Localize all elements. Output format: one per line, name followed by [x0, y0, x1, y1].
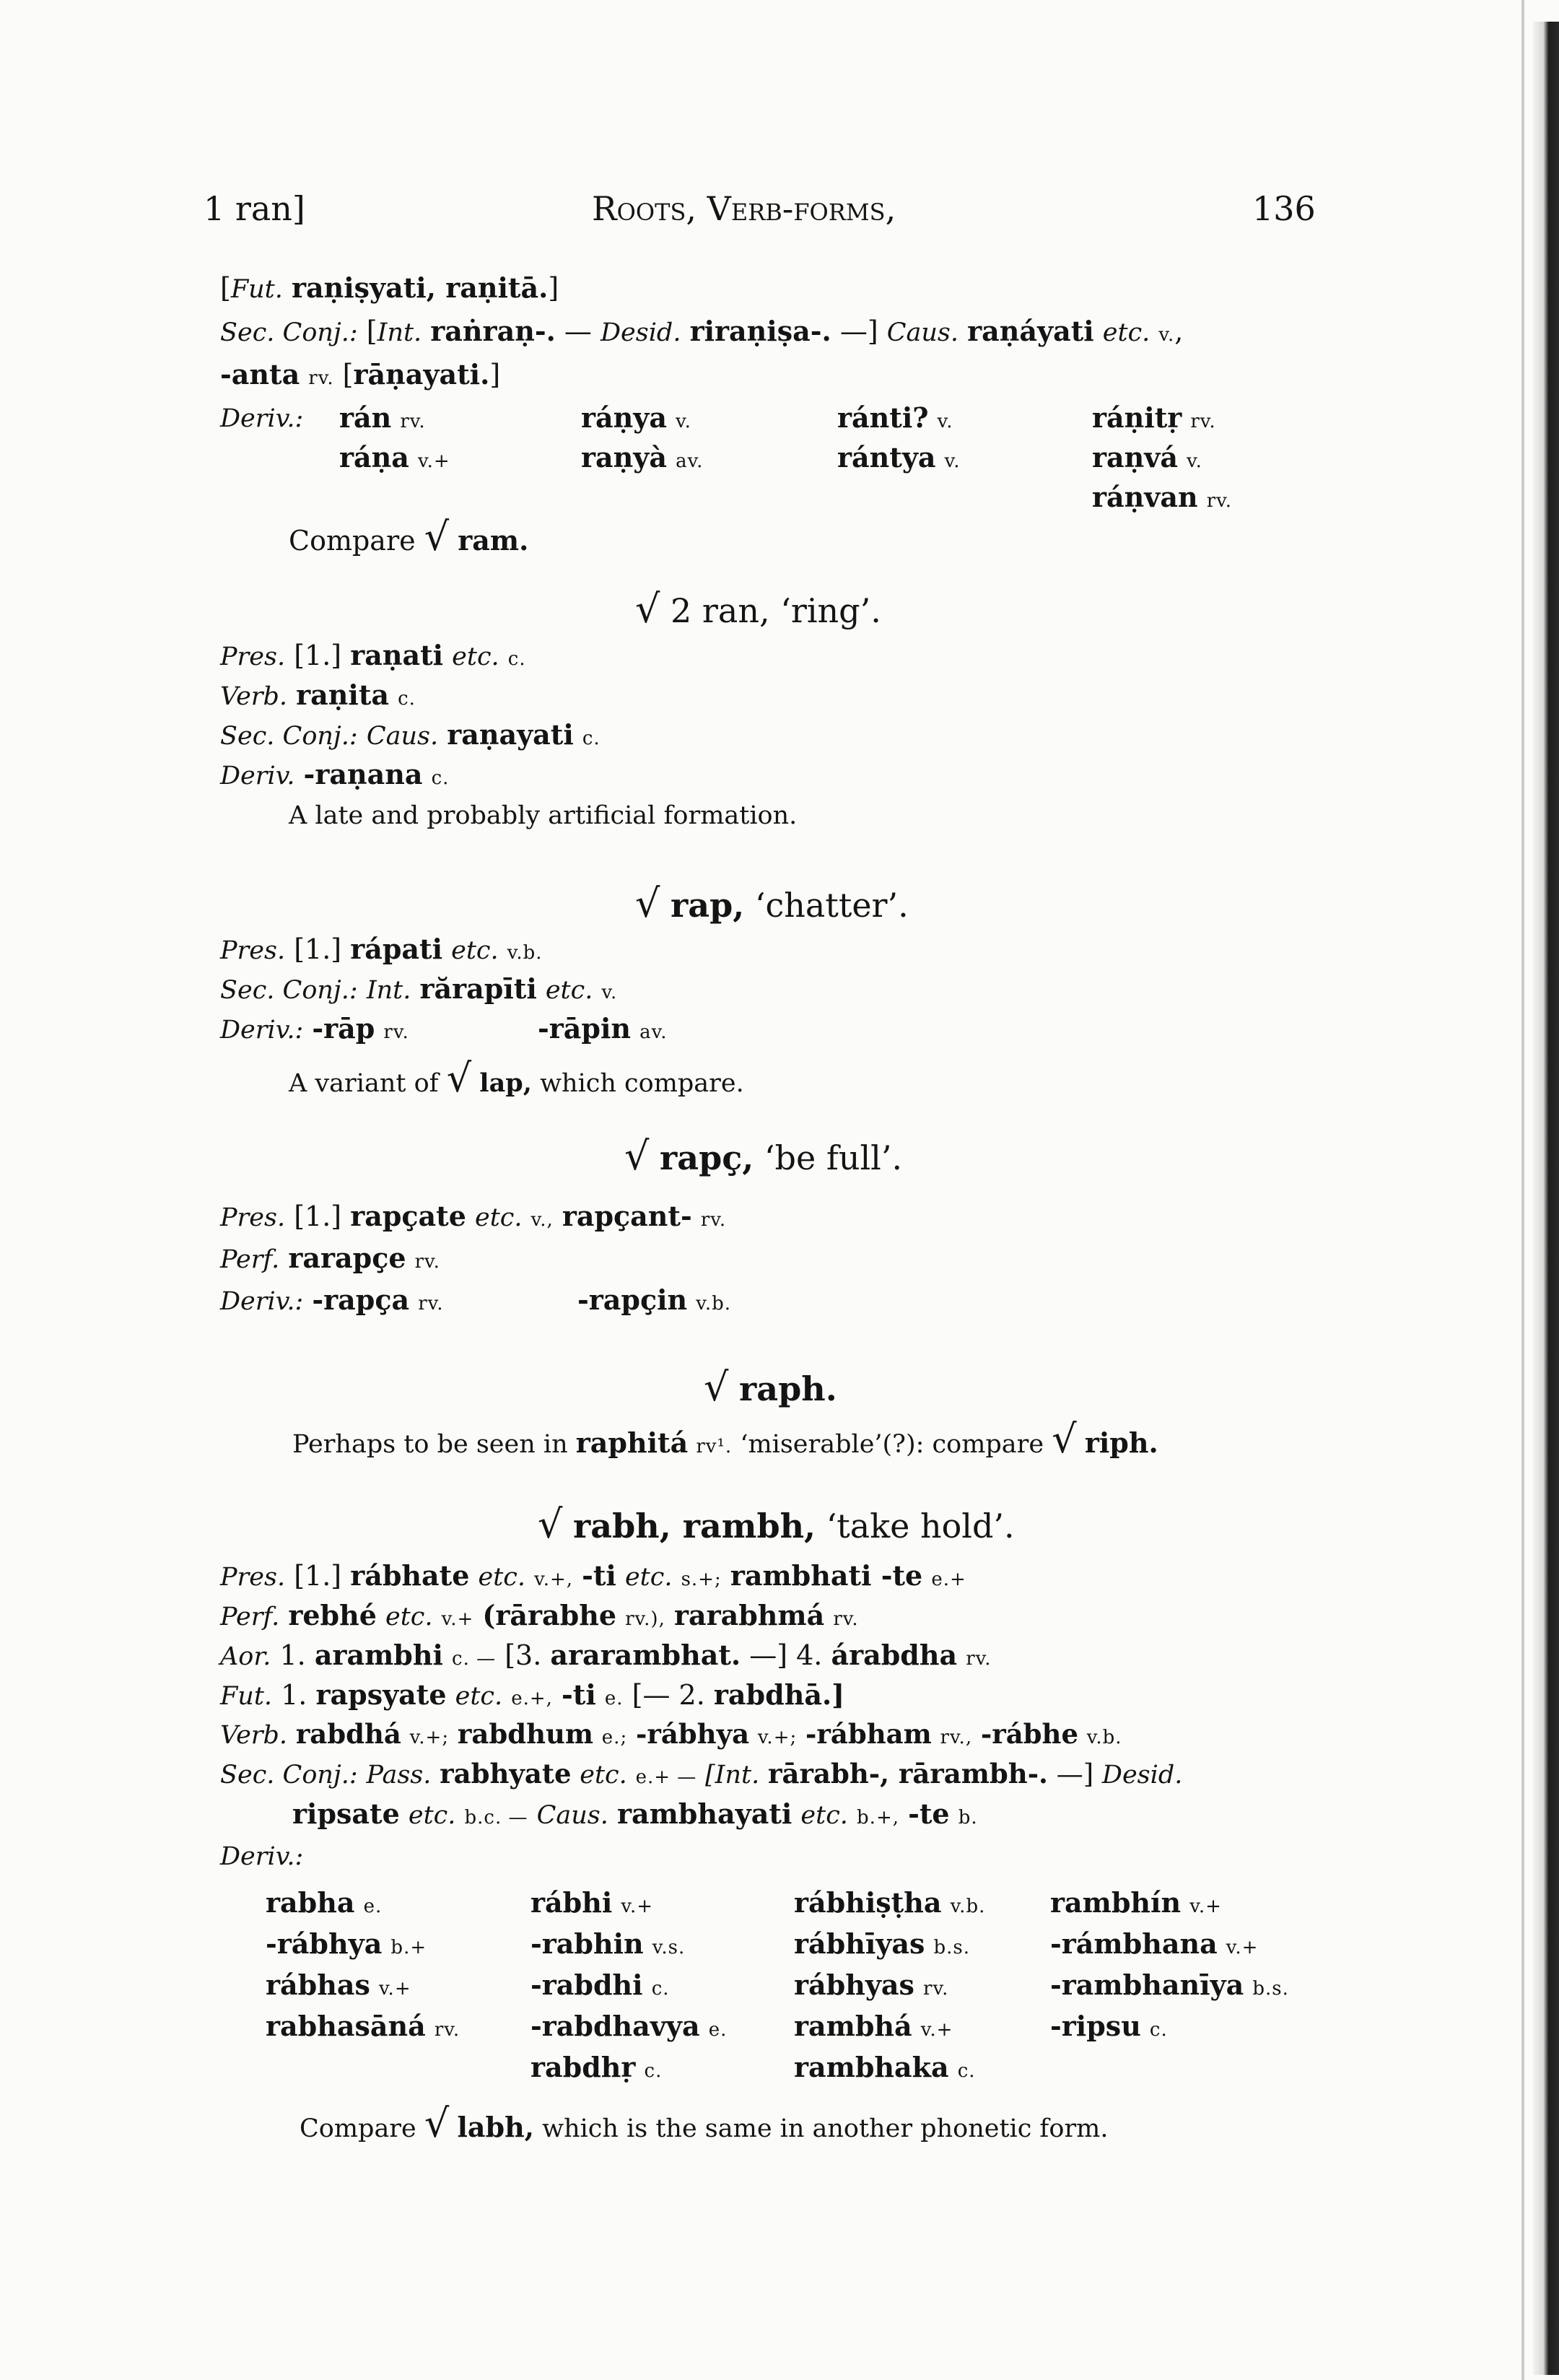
deriv-form: raṇyà: [581, 441, 667, 474]
book-spine-edge: [1533, 22, 1559, 2375]
deriv-source: v.+: [621, 1896, 654, 1917]
deriv-form: rambhá: [794, 2010, 912, 2042]
rapc-deriv: Deriv.: -rapça rv.: [220, 1283, 444, 1316]
rapc-perf: Perf. rarapçe rv.: [220, 1242, 440, 1274]
deriv-form: -rambhanīya: [1050, 1969, 1244, 2001]
deriv-source: rv.: [923, 1978, 949, 2000]
deriv-form: rábhīyas: [794, 1927, 925, 1960]
deriv-item: [1092, 401, 1216, 434]
deriv-source: v.: [1187, 450, 1202, 472]
rap-deriv: Deriv.: -rāp rv.: [220, 1012, 409, 1045]
deriv-item: [581, 401, 691, 434]
header-center: Roots, Verb-forms,: [592, 189, 896, 228]
deriv-form: rábhi: [530, 1886, 613, 1919]
deriv-source: v.+: [378, 1978, 411, 2000]
rap-sec: Sec. Conj.: Int. rărapīti etc. v.: [220, 972, 618, 1005]
deriv-form: rabhasāná: [266, 2010, 426, 2042]
deriv-item: [266, 1886, 382, 1919]
deriv-item: [1050, 1927, 1258, 1960]
deriv-source: b.s.: [933, 1937, 970, 1958]
rabh-perf: Perf. rebhé etc. v.+ (rārabhe rv.), rarabhmá rv.: [220, 1599, 859, 1631]
fut-line: [Fut. raṇiṣyati, raṇitā.]: [220, 271, 559, 304]
deriv-form: rabdhṛ: [530, 2051, 636, 2083]
deriv-item: [1050, 1886, 1222, 1919]
rap-deriv-2: -rāpin av.: [538, 1012, 668, 1045]
deriv-item: [530, 1886, 653, 1919]
root-head-ran2: √ 2 ran, ‘ring’.: [635, 586, 881, 632]
rabh-fut: Fut. 1. rapsyate etc. e.+, -ti e. [— 2. rabdhā.]: [220, 1678, 845, 1711]
deriv-source: v.+: [1189, 1896, 1222, 1917]
deriv-form: -rabdhavya: [530, 2010, 700, 2042]
deriv-form: rambhaka: [794, 2051, 949, 2083]
deriv-item: [794, 2051, 976, 2083]
ran2-note: A late and probably artificial formation.: [289, 801, 798, 830]
deriv-item: [837, 401, 953, 434]
deriv-item: [794, 1886, 985, 1919]
deriv-item: [530, 1969, 670, 2001]
deriv-item: [794, 1927, 970, 1960]
deriv-item: [581, 441, 703, 474]
ran2-pres: Pres. [1.] raṇati etc. c.: [220, 639, 526, 671]
deriv-form: ráṇitṛ: [1092, 401, 1182, 434]
deriv-source: v.: [676, 411, 691, 432]
deriv-source: e.: [363, 1896, 383, 1917]
compare-ram: Compare √ ram.: [289, 514, 529, 559]
deriv-item: [266, 2010, 460, 2042]
deriv-source: b.+: [390, 1937, 427, 1958]
header-left: 1 ran]: [204, 189, 305, 228]
deriv-source: v.: [944, 450, 961, 472]
ran2-sec: Sec. Conj.: Caus. raṇayati c.: [220, 718, 601, 751]
deriv-form: rántya: [837, 441, 936, 474]
root-head-rabh: √ rabh, rambh, ‘take hold’.: [538, 1501, 1015, 1547]
deriv-item: [266, 1969, 411, 2001]
deriv-form: ráṇa: [339, 441, 409, 474]
compare-labh: Compare √ labh, which is the same in another phonetic form.: [300, 2101, 1109, 2146]
rap-pres: Pres. [1.] rápati etc. v.b.: [220, 933, 543, 965]
rapc-deriv-2: -rapçin v.b.: [577, 1283, 732, 1316]
rabh-pres: Pres. [1.] rábhate etc. v.+, -ti etc. s.+; rambhati -te e.+: [220, 1559, 966, 1592]
deriv-form: rábhyas: [794, 1969, 914, 2001]
rabh-sec: Sec. Conj.: Pass. rabhyate etc. e.+ — [Int. rārabh-, rārambh-. —] Desid.: [220, 1758, 1183, 1790]
deriv-form: ráṇvan: [1092, 481, 1198, 513]
deriv-item: [1092, 441, 1202, 474]
sec-conj-line: Sec. Conj.: [Int. raṅraṇ-. — Desid. riraṇiṣa-. —] Caus. raṇáyati etc. v.,: [220, 315, 1184, 347]
deriv-form: ráṇya: [581, 401, 667, 434]
deriv-form: rábhas: [266, 1969, 370, 2001]
deriv-item: [1050, 1969, 1289, 2001]
deriv-item: [530, 2051, 662, 2083]
deriv-item: [530, 2010, 727, 2042]
deriv-source: v.s.: [652, 1937, 686, 1958]
deriv-form: -rabdhi: [530, 1969, 643, 2001]
deriv-form: rán: [339, 401, 392, 434]
rap-note: A variant of √ lap, which compare.: [289, 1055, 744, 1101]
rabh-desid: ripsate etc. b.c. — Caus. rambhayati etc. b.+, -te b.: [292, 1797, 978, 1830]
deriv-item: [837, 441, 961, 474]
deriv-item: [339, 441, 450, 474]
root-head-raph: √ raph.: [704, 1364, 837, 1410]
page-edge-line: [1521, 0, 1524, 2380]
deriv-form: rábhiṣṭha: [794, 1886, 942, 1919]
ran2-deriv: Deriv. -raṇana c.: [220, 758, 450, 790]
deriv-form: -rámbhana: [1050, 1927, 1218, 1960]
deriv-source: v.+: [920, 2019, 953, 2041]
deriv-form: -ripsu: [1050, 2010, 1141, 2042]
deriv-item: [794, 2010, 953, 2042]
deriv-source: v.b.: [950, 1896, 986, 1917]
deriv-source: c.: [957, 2060, 976, 2082]
rabh-deriv-label: Deriv.:: [220, 1842, 304, 1871]
deriv-item: [1050, 2010, 1168, 2042]
ran2-verb: Verb. raṇita c.: [220, 679, 416, 711]
deriv-source: e.: [708, 2019, 728, 2041]
deriv-form: rambhín: [1050, 1886, 1182, 1919]
deriv-source: rv.: [400, 411, 426, 432]
deriv-source: b.s.: [1252, 1978, 1289, 2000]
deriv-source: v.+: [1226, 1937, 1259, 1958]
deriv-item: [1092, 481, 1232, 513]
deriv-source: v.+: [418, 450, 450, 472]
deriv-source: rv.: [434, 2019, 460, 2041]
rapc-pres: Pres. [1.] rapçate etc. v., rapçant- rv.: [220, 1200, 727, 1232]
rabh-aor: Aor. 1. arambhi c. — [3. ararambhat. —] 4. árabdha rv.: [220, 1639, 992, 1671]
deriv-source: c.: [651, 1978, 670, 2000]
deriv-form: rabha: [266, 1886, 355, 1919]
deriv-source: av.: [676, 450, 704, 472]
deriv-source: v.: [937, 411, 953, 432]
root-head-rapc: √ rapç, ‘be full’.: [624, 1133, 903, 1179]
deriv-form: raṇvá: [1092, 441, 1178, 474]
rabh-verb: Verb. rabdhá v.+; rabdhum e.; -rábhya v.+; -rábham rv., -rábhe v.b.: [220, 1718, 1122, 1750]
deriv-form: -rábhya: [266, 1927, 383, 1960]
deriv-label: Deriv.:: [220, 404, 304, 433]
anta-line: -anta rv. [rāṇayati.]: [220, 358, 501, 391]
deriv-form: -rabhin: [530, 1927, 644, 1960]
raph-text: Perhaps to be seen in raphitá rv¹. ‘miserable’(?): compare √ riph.: [292, 1416, 1158, 1462]
deriv-item: [530, 1927, 685, 1960]
deriv-form: ránti?: [837, 401, 929, 434]
deriv-source: c.: [1149, 2019, 1168, 2041]
deriv-source: rv.: [1190, 411, 1216, 432]
deriv-source: rv.: [1206, 490, 1232, 512]
root-head-rap: √ rap, ‘chatter’.: [635, 881, 909, 926]
deriv-item: [794, 1969, 948, 2001]
page-number: 136: [1252, 189, 1316, 228]
deriv-item: [266, 1927, 427, 1960]
deriv-source: c.: [644, 2060, 663, 2082]
deriv-item: [339, 401, 426, 434]
